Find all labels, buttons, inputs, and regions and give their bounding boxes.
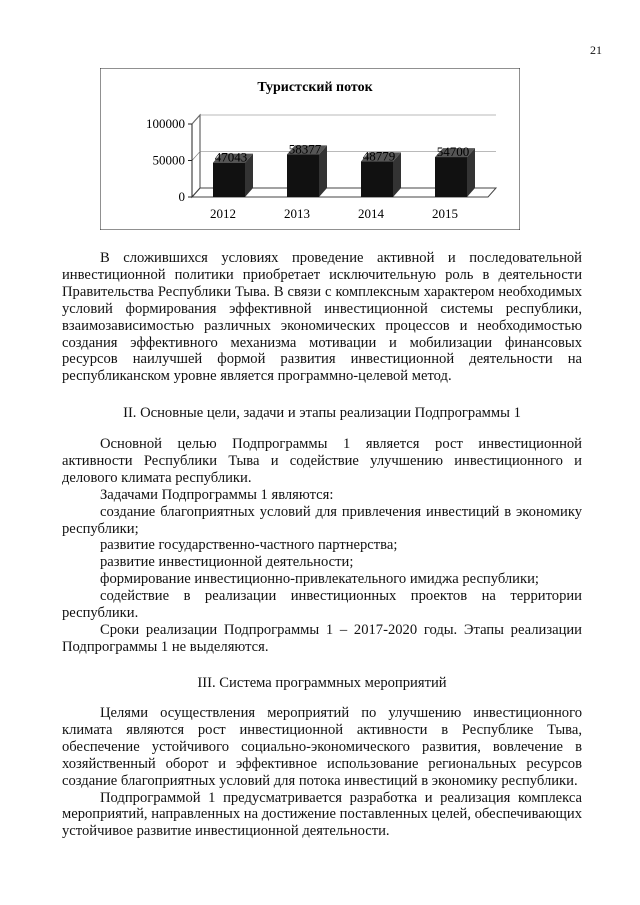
data-label: 54700 bbox=[436, 144, 470, 160]
data-label: 48779 bbox=[362, 148, 396, 164]
chart-title: Туристский поток bbox=[257, 80, 373, 95]
section-3-paragraph-2: Подпрограммой 1 предусматривается разработка и реализация комплекса мероприятий, направленных на достижение поставленных целей, обеспечивающих устойчивое развитие инвестиционной деятельности. bbox=[62, 789, 582, 840]
section-3-heading: III. Система программных мероприятий bbox=[197, 675, 447, 691]
bar bbox=[435, 157, 467, 197]
y-tick-label: 0 bbox=[178, 189, 185, 204]
bar bbox=[213, 163, 245, 197]
section-2-body bbox=[62, 436, 582, 656]
x-tick-label: 2013 bbox=[284, 206, 310, 221]
x-tick-label: 2014 bbox=[358, 206, 384, 221]
tourist-flow-chart bbox=[100, 68, 520, 230]
bar bbox=[287, 154, 319, 197]
tasks-intro: Задачами Подпрограммы 1 являются: bbox=[100, 486, 334, 503]
bar bbox=[361, 161, 393, 197]
data-label: 58377 bbox=[288, 141, 322, 157]
section-2-heading-wrap bbox=[62, 405, 582, 422]
x-tick-label: 2012 bbox=[210, 206, 236, 221]
data-label: 47043 bbox=[214, 149, 248, 165]
y-tick-label: 50000 bbox=[152, 152, 185, 168]
page-number: 21 bbox=[590, 43, 602, 57]
bar-chart-svg bbox=[100, 68, 520, 230]
section-3-heading-wrap bbox=[62, 675, 582, 692]
gridline bbox=[192, 115, 496, 124]
task-item: содействие в реализации инвестиционных проектов на территории республики. bbox=[62, 588, 582, 622]
section-2-heading: II. Основные цели, задачи и этапы реализации Подпрограммы 1 bbox=[123, 405, 521, 421]
task-item: развитие государственно-частного партнерства; bbox=[100, 537, 398, 554]
intro-section bbox=[62, 250, 582, 385]
x-tick-label: 2015 bbox=[432, 206, 458, 221]
task-item: формирование инвестиционно-привлекательного имиджа республики; bbox=[100, 571, 539, 588]
y-tick-label: 100000 bbox=[146, 116, 185, 131]
goal-paragraph: Основной целью Подпрограммы 1 является рост инвестиционной активности Республики Тыва и содействие улучшению инвестиционного и делового климата республики. bbox=[62, 436, 582, 486]
intro-paragraph: В сложившихся условиях проведение активной и последовательной инвестиционной политики приобретает исключительную роль в деятельности Правительства Республики Тыва. В связи с комплексным характером необходимых условий формирования эффективной инвестиционной системы республики, взаимозависимостью различных экономических процессов и необходимостью создания эффективного механизма мотивации и мобилизации финансовых ресурсов наилучшей формой развития инвестиционной деятельности на республиканском уровне является программно-целевой метод. bbox=[62, 250, 582, 385]
section-3-paragraph-1: Целями осуществления мероприятий по улучшению инвестиционного климата являются рост инвестиционной активности в Республике Тыва, обеспечение устойчивого социально-экономического развития, вовлечение в хозяйственный оборот и эффективное использование региональных ресурсов создание благоприятных условий для потока инвестиций в экономику республики. bbox=[62, 705, 582, 789]
terms-paragraph: Сроки реализации Подпрограммы 1 – 2017-2020 годы. Этапы реализации Подпрограммы 1 не выделяются. bbox=[62, 621, 582, 655]
task-item: создание благоприятных условий для привлечения инвестиций в экономику республики; bbox=[62, 503, 582, 537]
section-3-body bbox=[62, 705, 582, 840]
task-item: развитие инвестиционной деятельности; bbox=[100, 554, 354, 571]
